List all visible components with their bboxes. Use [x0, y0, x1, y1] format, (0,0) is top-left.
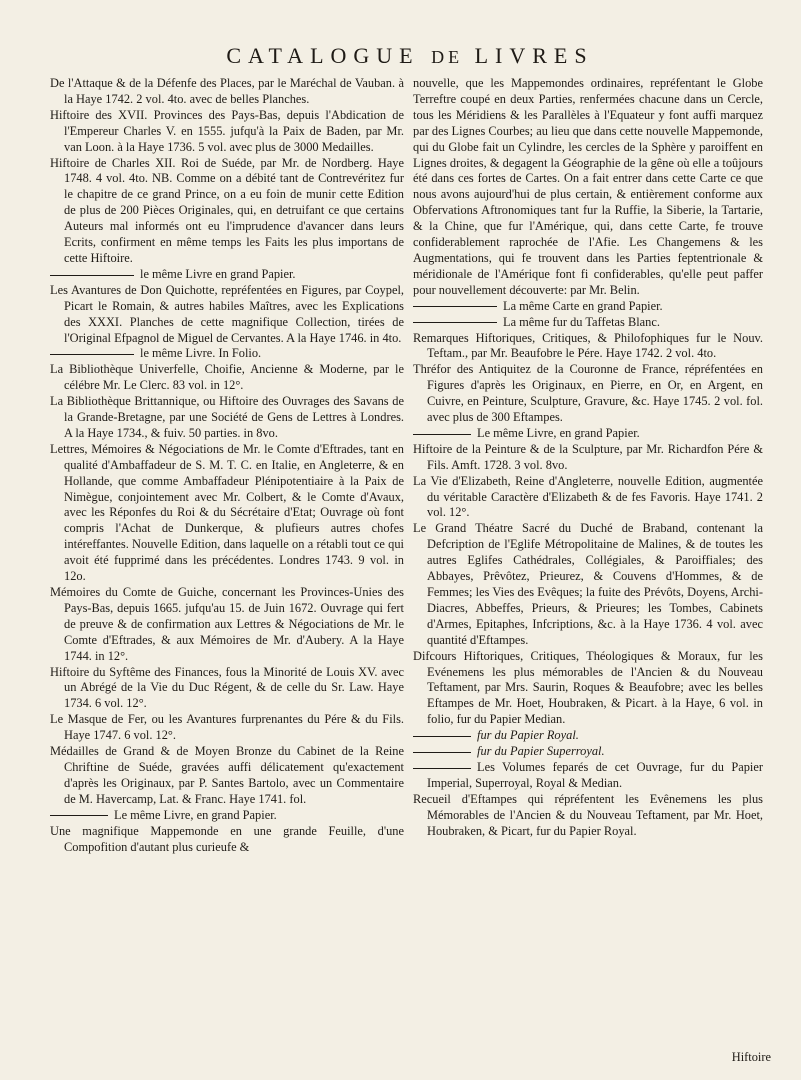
entry-carte-taffetas: La même fur du Taffetas Blanc.	[413, 315, 763, 331]
entry-recueil-estampes: Recueil d'Eftampes qui répréfentent les Evênemens les plus Mémorables de l'Ancien & du Nouveau Teftament, par Mr. Hoet, Houbraken, & Picart, fur du Papier Royal.	[413, 791, 763, 838]
entry-papier-superroyal: fur du Papier Superroyal.	[413, 744, 763, 760]
entry-systeme-finances: Hiftoire du Syftême des Finances, fous la Minorité de Louis XV. avec un Abrégé de la Vie du Duc Régent, & de celle du Sr. Law. Haye 1734. 6 vol. 12°.	[50, 664, 404, 711]
entry-discours-historiques: Difcours Hiftoriques, Critiques, Théologiques & Moraux, fur les Evénemens les plus mémorables de l'Ancien & du Nouveau Teftament, par Mrs. Saurin, Roques & Beaufobre; avec les belles Eftampes de Mr. Hoet, Houbraken, & Picart. à la Haye, 6 vol. in folio, fur du Papier Median.	[413, 648, 763, 727]
entry-charles-xii: Hiftoire de Charles XII. Roi de Suéde, par Mr. de Nordberg. Haye 1748. 4 vol. 4to. NB. Comme on a débité tant de Contrevéritez fur le chapitre de ce grand Prince, on a eu foin de munir cette Edition de plus de 200 Pièces Originales, qui, en detruifant ce que certains Auteurs mal informés ont eu l'imprudence d'avancer dans leurs Ecrits, confirment en même temps les Faits les plus importans de cette Hiftoire.	[50, 155, 404, 265]
entry-carte-grand-papier: La même Carte en grand Papier.	[413, 299, 763, 315]
entry-bibliotheque-universelle: La Bibliothèque Univerfelle, Choifie, Ancienne & Moderne, par le célébre Mr. Le Clerc. 83 vol. in 12°.	[50, 362, 404, 393]
entry-charles-xii-grand-papier: le même Livre en grand Papier.	[50, 267, 404, 283]
entry-provinces-pays-bas: Hiftoire des XVII. Provinces des Pays-Bas, depuis l'Abdication de l'Empereur Charles V. en 1555. jufqu'à la Paix de Baden, par Mr. van Loon. à la Haye 1736. 5 vol. avec plus de 3000 Medailles.	[50, 107, 404, 154]
entry-histoire-peinture: Hiftoire de la Peinture & de la Sculpture, par Mr. Richardfon Pére & Fils. Amft. 1728. 3 vol. 8vo.	[413, 441, 763, 472]
entry-don-quichotte-folio: le même Livre. In Folio.	[50, 346, 404, 362]
header-catalogue: CATALOGUE	[226, 43, 420, 68]
page-header	[40, 42, 780, 71]
ditto-dash	[413, 752, 471, 753]
ditto-dash	[413, 736, 471, 737]
ditto-dash	[50, 275, 134, 276]
entry-grand-theatre-sacre: Le Grand Théatre Sacré du Duché de Braband, contenant la Defcription de l'Eglife Métropolitaine de Malines, & de toutes les autres Eglifes Cathédrales, Collégiales, & Paroiffiales; des Abbayes, Prêvôtez, Prieurez, & Couvens d'Hommes, & de Femmes; les Vies des Evêques; la fuite des Prévôts, Doyens, Archi-Diacres, Abbeffes, Prieurs, & Prieures; les Tombes, Cabinets d'Armes, Epitaphes, Infcriptions, &c. à la Haye 1736. 4 vol. avec quantité d'Eftampes.	[413, 521, 763, 647]
entry-papier-royal: fur du Papier Royal.	[413, 728, 763, 744]
catchword: Hiftoire	[731, 1050, 771, 1064]
entry-tresor-antiquitez: Thréfor des Antiquitez de la Couronne de France, répréfentées en Figures d'après les Originaux, en Pierre, en Or, en Argent, en Cuivre, en Peinture, Sculpture, Gravure, &c. Haye 1745. 2 vol. fol. avec plus de 300 Eftampes.	[413, 362, 763, 425]
entry-masque-de-fer: Le Masque de Fer, ou les Avantures furprenantes du Pére & du Fils. Haye 1747. 6 vol. 12°.	[50, 712, 404, 743]
ditto-dash	[413, 322, 497, 323]
header-livres: LIVRES	[474, 43, 594, 68]
ditto-dash	[413, 768, 471, 769]
entry-vauban: De l'Attaque & de la Défenfe des Places, par le Maréchal de Vauban. à la Haye 1742. 2 vol. 4to. avec de belles Planches.	[50, 76, 404, 106]
entry-volumes-separes: Les Volumes feparés de cet Ouvrage, fur du Papier Imperial, Superroyal, Royal & Median.	[413, 760, 763, 792]
right-column	[413, 76, 763, 840]
entry-vie-elizabeth: La Vie d'Elizabeth, Reine d'Angleterre, nouvelle Edition, augmentée du véritable Caractère d'Elizabeth & de fes Favoris. Haye 1741. 2 vol. 12°.	[413, 473, 763, 520]
entry-don-quichotte: Les Avantures de Don Quichotte, repréfentées en Figures, par Coypel, Picart le Romain, & autres habiles Maîtres, avec les Explications des XXXI. Planches de cette magnifique Collection, tirées de l'Original Efpagnol de Miguel de Cervantes. A la Haye 1746. in 4to.	[50, 282, 404, 345]
entry-memoires-guiche: Mémoires du Comte de Guiche, concernant les Provinces-Unies des Pays-Bas, depuis 1665. jufqu'au 15. de Juin 1672. Ouvrage qui fert de preuve & de confirmation aux Lettres & Négociations de Mr. le Comte d'Eftrades, & aux Mémoires de Mr. d'Aubery. A la Haye 1744. in 12°.	[50, 585, 404, 663]
ditto-dash	[413, 434, 471, 435]
entry-remarques-historiques: Remarques Hiftoriques, Critiques, & Philofophiques fur le Nouv. Teftam., par Mr. Beaufobre le Pére. Haye 1742. 2 vol. 4to.	[413, 330, 763, 361]
entry-medailles-grand-papier: Le même Livre, en grand Papier.	[50, 808, 404, 824]
entry-mappemonde-continued: nouvelle, que les Mappemondes ordinaires, repréfentant le Globe Terreftre coupé en deux Parties, renfermées chacune dans un Cercle, tous les Méridiens & les Parallèles à l'Equateur y font auffi marquez par des Lignes Courbes; au lieu que dans cette nouvelle Mappemonde, qui du Globe fait un Cylindre, les cercles de la Sphère y paroiffent en Lignes droites, & degagent la Géographie de la gêne où elle a toûjours été dans ces fortes de Cartes. On a fait entrer dans cette Carte ce que nous avons aujourd'hui de plus certain, & entièrement conforme aux Obfervations Aftronomiques tant fur la Ruffie, la Siberie, la Tartarie, & la Chine, que fur l'Amérique, qui, dans cette Carte, fe trouve confiderablement raprochée de l'Afie. Les Changemens & les Augmentations, qui fe trouvent dans les Parties feptentrionale & méridionale de l'Amérique font fi confiderables, qu'elle peut paffer pour nouvellement découverte: par Mr. Belin.	[413, 76, 763, 297]
left-column	[50, 76, 404, 855]
entry-medailles-christine: Médailles de Grand & de Moyen Bronze du Cabinet de la Reine Chriftine de Suéde, gravées auffi délicatement qu'exactement d'après les Originaux, par P. Santes Bartolo, avec un Commentaire de M. Havercamp, Lat. & Franc. Haye 1741. fol.	[50, 744, 404, 806]
entry-bibliotheque-brittannique: La Bibliothèque Brittannique, ou Hiftoire des Ouvrages des Savans de la Grande-Bretagne, par une Société de Gens de Lettres à Londres. A la Haye 1734., & fuiv. 50 parties. in 8vo.	[50, 394, 404, 440]
ditto-dash	[50, 354, 134, 355]
ditto-dash	[413, 306, 497, 307]
ditto-dash	[50, 815, 108, 816]
entry-mappemonde: Une magnifique Mappemonde en une grande Feuille, d'une Compofition d'autant plus curieufe &	[50, 823, 404, 854]
entry-lettres-estrades: Lettres, Mémoires & Négociations de Mr. le Comte d'Eftrades, tant en qualité d'Ambaffadeur de S. M. T. C. en Italie, en Angleterre, & en Hollande, que comme Ambaffadeur Plénipotentiaire à la Paix de Nimègue, conjointement avec Mr. Colbert, & le Comte d'Avaux, avec les Réponfes du Roi & du Sécrétaire d'Etat; Ouvrage où font compris l'Achat de Dunkerque, & plufieurs autres chofes intéreffantes. Nouvelle Edition, dans laquelle on a rétabli tout ce qui avoit été fupprimé dans les précédentes. Londres 1743. 9 vol. in 12o.	[50, 441, 404, 584]
entry-tresor-grand-papier: Le même Livre, en grand Papier.	[413, 426, 763, 442]
header-de: DE	[431, 47, 464, 67]
